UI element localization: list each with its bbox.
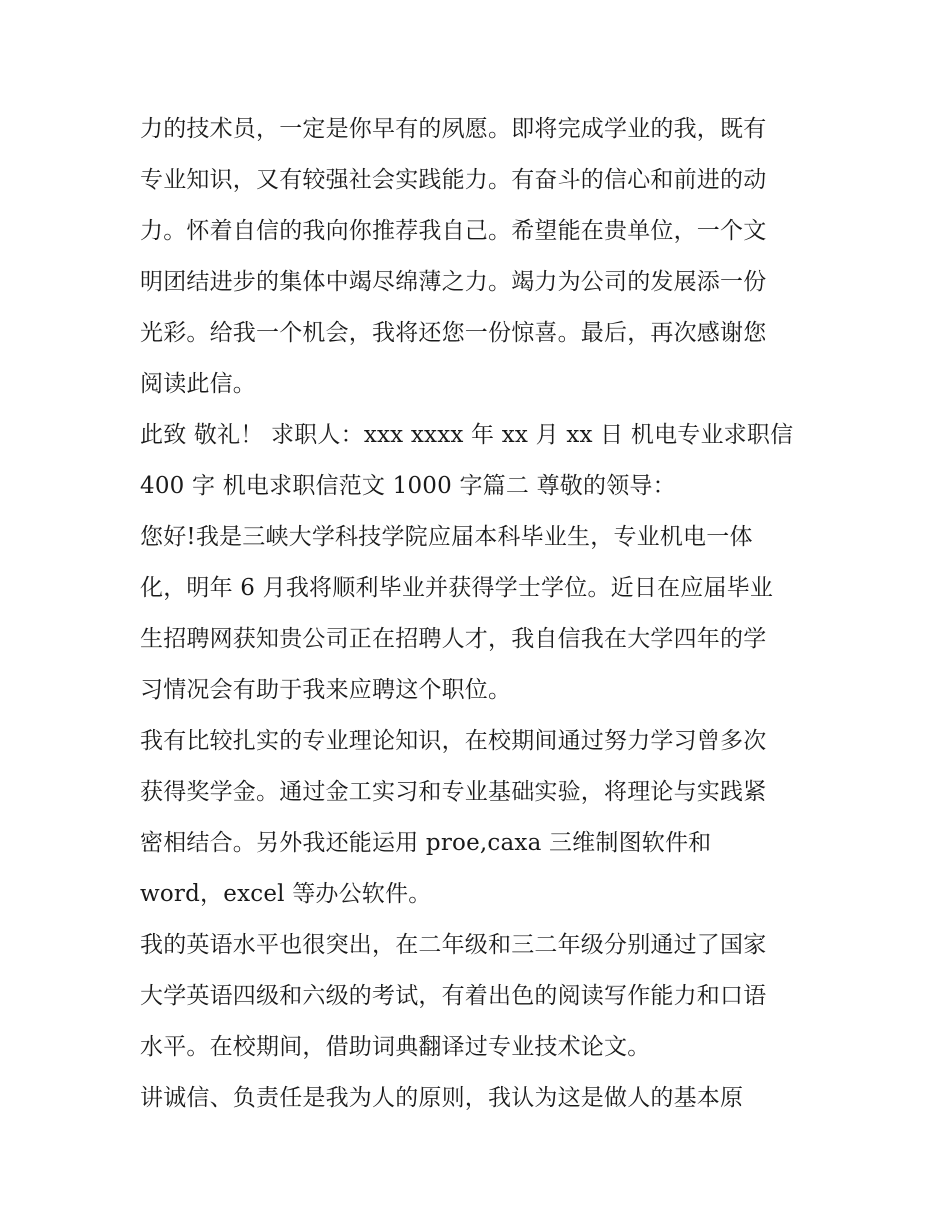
text-line: 光彩。给我一个机会，我将还您一份惊喜。最后，再次感谢您 (140, 320, 767, 346)
text-line: 此致 敬礼！ 求职人：xxx xxxx 年 xx 月 xx 日 机电专业求职信 (140, 422, 794, 448)
text-line: word，excel 等办公软件。 (140, 881, 432, 907)
text-line: 获得奖学金。通过金工实习和专业基础实验，将理论与实践紧 (140, 779, 767, 805)
text-line: 您好!我是三峡大学科技学院应届本科毕业生，专业机电一体 (140, 524, 753, 550)
text-line: 阅读此信。 (140, 371, 256, 397)
text-line: 我有比较扎实的专业理论知识，在校期间通过努力学习曾多次 (140, 728, 767, 754)
text-line: 习情况会有助于我来应聘这个职位。 (140, 677, 512, 703)
text-line: 化，明年 6 月我将顺利毕业并获得学士学位。近日在应届毕业 (140, 575, 774, 601)
text-line: 讲诚信、负责任是我为人的原则，我认为这是做人的基本原 (140, 1085, 744, 1111)
text-line: 大学英语四级和六级的考试，有着出色的阅读写作能力和口语 (140, 983, 767, 1009)
text-line: 水平。在校期间，借助词典翻译过专业技术论文。 (140, 1034, 651, 1060)
text-line: 力的技术员，一定是你早有的夙愿。即将完成学业的我，既有 (140, 116, 767, 142)
text-line: 生招聘网获知贵公司正在招聘人才，我自信我在大学四年的学 (140, 626, 767, 652)
text-line: 明团结进步的集体中竭尽绵薄之力。竭力为公司的发展添一份 (140, 269, 767, 295)
text-line: 力。怀着自信的我向你推荐我自己。希望能在贵单位，一个文 (140, 218, 767, 244)
text-line: 密相结合。另外我还能运用 proe,caxa 三维制图软件和 (140, 830, 712, 856)
text-line: 专业知识，又有较强社会实践能力。有奋斗的信心和前进的动 (140, 167, 767, 193)
letter-body (140, 104, 820, 1124)
text-line: 400 字 机电求职信范文 1000 字篇二 尊敬的领导： (140, 473, 676, 499)
text-line: 我的英语水平也很突出，在二年级和三二年级分别通过了国家 (140, 932, 767, 958)
